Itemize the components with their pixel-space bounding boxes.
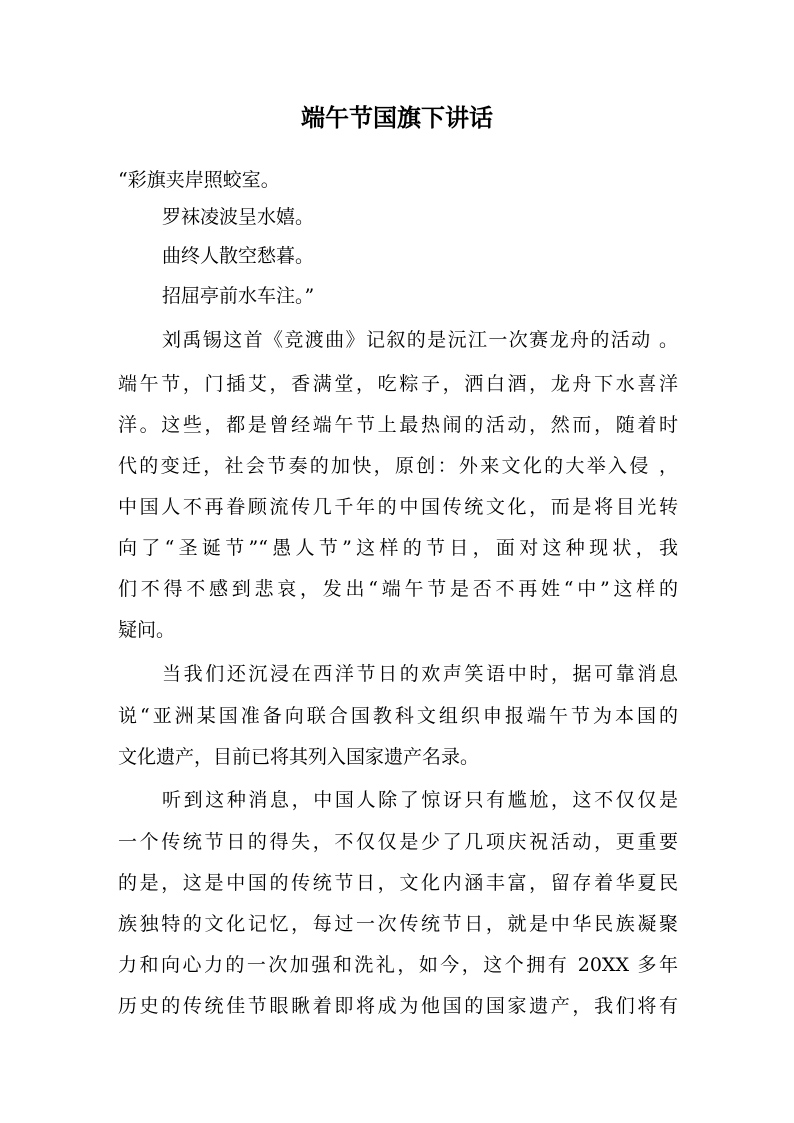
text-line: “彩旗夹岸照蛟室。 <box>118 169 280 191</box>
text-line: 族独特的文化记忆，每过一次传统节日，就是中华民族凝聚 <box>118 913 678 935</box>
page-title: 端午节国旗下讲话 <box>301 104 493 132</box>
text-line: 罗袜凌波呈水嬉。 <box>162 206 315 228</box>
text-line: 代的变迁，社会节奏的加快，原创：外来文化的大举入侵 ， <box>118 455 678 477</box>
text-line: 一个传统节日的得失，不仅仅是少了几项庆祝活动，更重要 <box>118 831 678 853</box>
text-line: 刘禹锡这首《竞渡曲》记叙的是沅江一次赛龙舟的活动 。 <box>162 329 678 351</box>
text-line: 疑问。 <box>118 619 176 641</box>
text-line: 说“亚洲某国准备向联合国教科文组织申报端午节为本国的 <box>118 705 678 727</box>
text-line: 向了“圣诞节”“愚人节”这样的节日，面对这种现状，我 <box>118 537 678 559</box>
text-line: 中国人不再眷顾流传几千年的中国传统文化，而是将目光转 <box>118 496 678 518</box>
text-line: 们不得不感到悲哀，发出“端午节是否不再姓“中”这样的 <box>118 578 678 600</box>
text-line: 历史的传统佳节眼瞅着即将成为他国的国家遗产，我们将有 <box>118 995 678 1017</box>
text-line: 文化遗产，目前已将其列入国家遗产名录。 <box>118 746 480 768</box>
text-line: 当我们还沉浸在西洋节日的欢声笑语中时，据可靠消息 <box>162 663 678 685</box>
text-line: 端午节，门插艾，香满堂，吃粽子，洒白酒，龙舟下水喜洋 <box>118 373 678 395</box>
text-line: 听到这种消息，中国人除了惊讶只有尴尬，这不仅仅是 <box>162 789 678 811</box>
text-line: 曲终人散空愁暮。 <box>162 245 315 267</box>
text-line: 招屈亭前水车注。” <box>162 285 315 307</box>
text-line: 洋。这些，都是曾经端午节上最热闹的活动，然而，随着时 <box>118 414 678 436</box>
text-line: 的是，这是中国的传统节日，文化内涵丰富，留存着华夏民 <box>118 872 678 894</box>
text-line: 力和向心力的一次加强和洗礼，如今，这个拥有 20XX 多年 <box>118 954 678 976</box>
